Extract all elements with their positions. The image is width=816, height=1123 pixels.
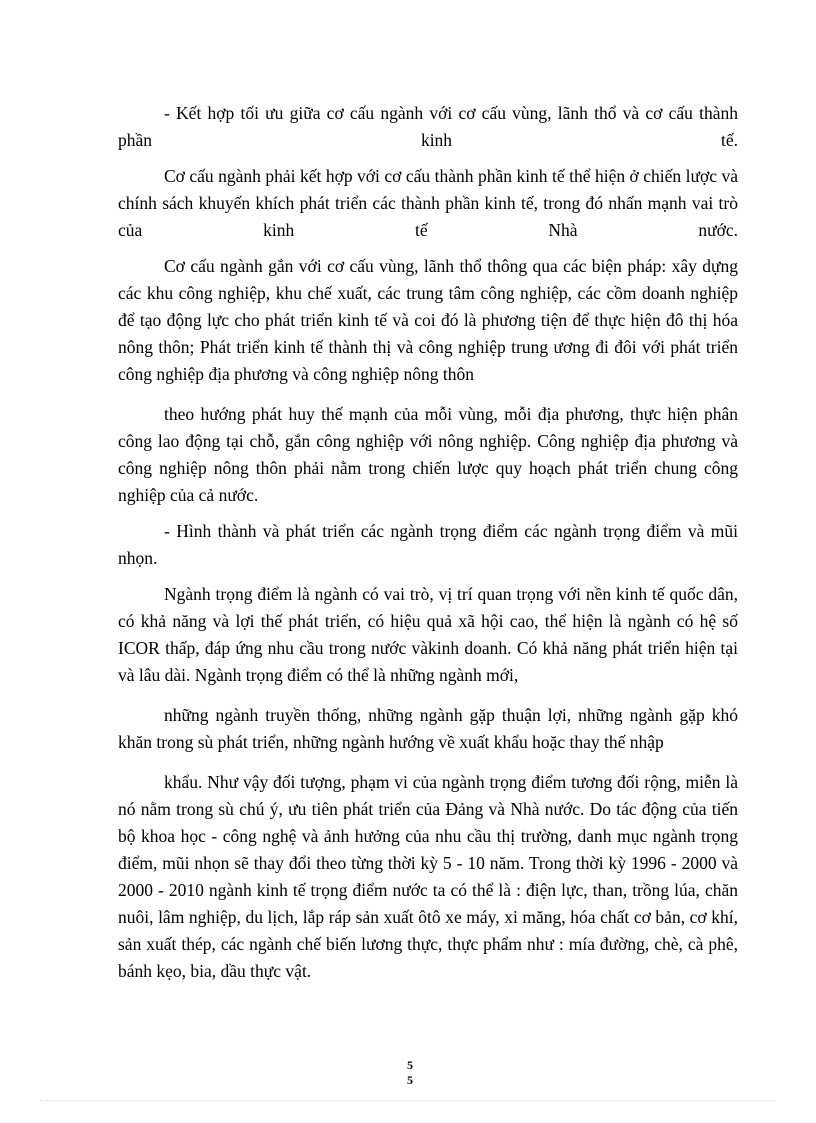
body-text [118,100,738,985]
paragraph-5: - Hình thành và phát triển các ngành trọng điểm các ngành trọng điểm và mũi nhọn. [118,521,738,568]
paragraph-6: Ngành trọng điểm là ngành có vai trò, vị trí quan trọng với nền kinh tế quốc dân, có khả năng và lợi thế phát triển, có hiệu quả xã hội cao, thể hiện là ngành có hệ số ICOR thấp, đáp ứng nhu cầu trong nước vàkinh doanh. Có khả năng phát triển hiện tại và lâu dài. Ngành trọng điểm có thể là những ngành mới, [118,584,738,685]
paragraph-4: theo hướng phát huy thế mạnh của mỗi vùng, mỗi địa phương, thực hiện phân công lao động tại chỗ, gắn công nghiệp với nông nghiệp. Công nghiệp địa phương và công nghiệp nông thôn phải nằm trong chiến lược quy hoạch phát triển chung công nghiệp của cả nước. [118,404,738,505]
page-number [400,1058,420,1088]
paragraph-8: khẩu. Như vậy đối tượng, phạm vi của ngành trọng điểm tương đối rộng, miễn là nó nằm trong sù chú ý, ưu tiên phát triển của Đảng và Nhà nước. Do tác động của tiến bộ khoa học - công nghệ và ảnh hưởng của nhu cầu thị trường, danh mục ngành trọng điểm, mũi nhọn sẽ thay đổi theo từng thời kỳ 5 - 10 năm. Trong thời kỳ 1996 - 2000 và 2000 - 2010 ngành kinh tế trọng điểm nước ta có thể là : điện lực, than, trồng lúa, chăn nuôi, lâm nghiệp, du lịch, lắp ráp sản xuất ôtô xe máy, xi măng, hóa chất cơ bản, cơ khí, sản xuất thép, các ngành chế biến lương thực, thực phẩm như : mía đường, chè, cà phê, bánh kẹo, bia, dầu thực vật. [118,772,738,981]
paragraph-1: - Kết hợp tối ưu giữa cơ cấu ngành với cơ cấu vùng, lãnh thổ và cơ cấu thành phần kinh tế. [118,103,738,150]
page-number-line-1: 5 [407,1058,413,1072]
page-number-line-2: 5 [407,1073,413,1087]
paragraph-2: Cơ cấu ngành phải kết hợp với cơ cấu thành phần kinh tế thể hiện ở chiến lược và chính sách khuyến khích phát triển các thành phần kinh tế, trong đó nhấn mạnh vai trò của kinh tế Nhà nước. [118,166,738,240]
paragraph-7: những ngành truyền thống, những ngành gặp thuận lợi, những ngành gặp khó khăn trong sù phát triển, những ngành hướng về xuất khẩu hoặc thay thế nhập [118,705,738,752]
paragraph-3: Cơ cấu ngành gắn với cơ cấu vùng, lãnh thổ thông qua các biện pháp: xây dựng các khu công nghiệp, khu chế xuất, các trung tâm công nghiệp, các cồm doanh nghiệp để tạo động lực cho phát triển kinh tế và coi đó là phương tiện để thực hiện đô thị hóa nông thôn; Phát triển kinh tế thành thị và công nghiệp trung ương đi đôi với phát triển công nghiệp địa phương và công nghiệp nông thôn [118,256,738,384]
footer-divider [40,1100,776,1101]
